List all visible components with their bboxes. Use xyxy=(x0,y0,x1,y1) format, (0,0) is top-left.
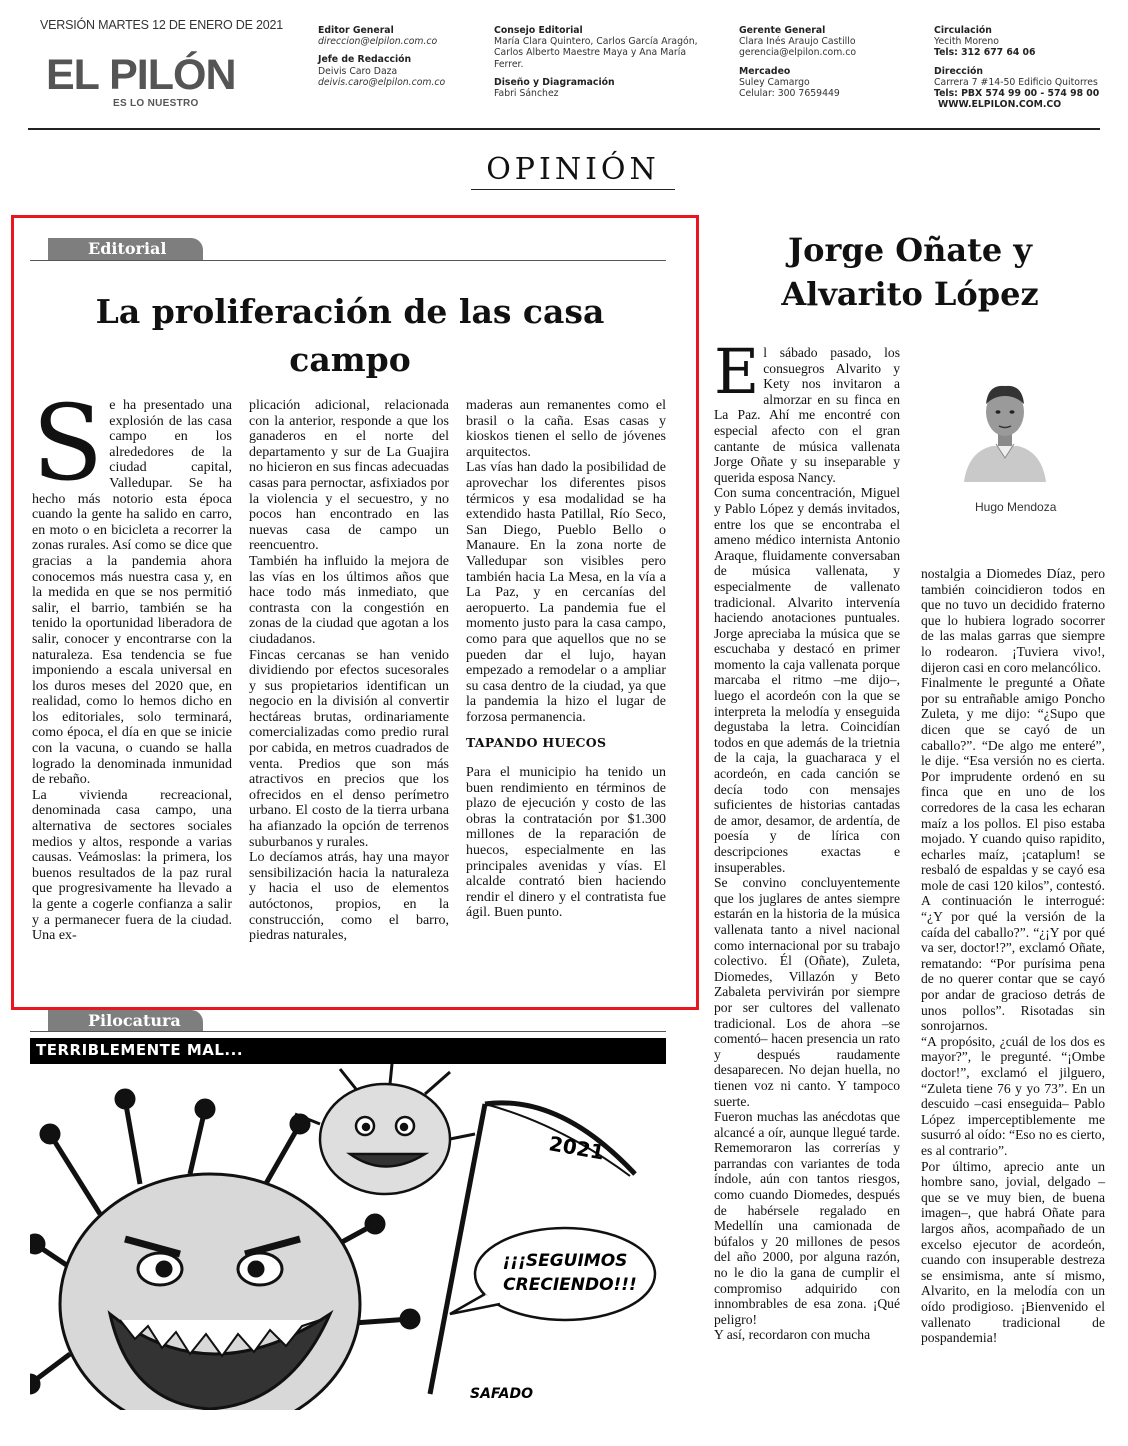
gerente-label: Gerente General xyxy=(739,25,826,36)
staff-circulacion xyxy=(934,25,1099,110)
consejo-line-3: Ferrer. xyxy=(494,58,524,70)
author-photo xyxy=(964,374,1046,482)
consejo-label: Consejo Editorial xyxy=(494,25,583,36)
cartoon-caption-bar xyxy=(30,1038,666,1064)
direccion-tels: Tels: PBX 574 99 00 - 574 98 00 xyxy=(934,88,1100,100)
jefe-label: Jefe de Redacción xyxy=(318,54,412,66)
direccion-label: Dirección xyxy=(934,65,984,77)
editorial-paragraph: La vivienda recreacional, denominada casa campo, una alternativa de sectores sociales medios y altos, responde a varias causas. Veámoslas: la primera, los buenos resultados de la paz rural que progresivamente ha llevado a la gente a cogerle confianza a salir y a permanecer fuera de la ciudad. Una ex- xyxy=(32,787,232,944)
direccion-address: Carrera 7 #14-50 Edificio Quitorres xyxy=(934,76,1098,88)
author-name: Hugo Mendoza xyxy=(975,500,1057,514)
consejo-line-1: María Clara Quintero, Carlos García Aragón, xyxy=(494,36,698,48)
logo-tagline: ES LO NUESTRO xyxy=(113,98,199,109)
editorial-paragraph: Lo decíamos atrás, hay una mayor sensibilización hacia la naturaleza y hacia el uso de elementos autóctonos, propios, en la construcción, como el barro, piedras naturales, xyxy=(249,850,449,944)
editorial-subhead: TAPANDO HUECOS xyxy=(466,735,607,751)
masthead-rule xyxy=(28,128,1100,130)
circulacion-label: Circulación xyxy=(934,25,992,36)
column-paragraph: Por último, aprecio ante un hombre sano, jovial, delgado –que se ve muy bien, de buena imagen–, que habrá Oñate para largos años, acompañado de un excelso ejecutor de acordeón, cuando con insuperable destreza se ensimisma, ante sí mismo, Alvarito, en la melodía con un oído prodigioso. ¡Bienvenido el vallenato tradicional de pospandemia! xyxy=(921,1158,1105,1346)
editorial-paragraph: maderas aun remanentes como el brasil o la caña. Esas casas y kioskos tienen el sello de jóvenes arquitectos. xyxy=(466,398,666,460)
editorial-column-3 xyxy=(466,398,666,921)
speech-bubble xyxy=(450,1228,655,1320)
editor-email[interactable]: direccion@elpilon.com.co xyxy=(318,36,438,48)
column-paragraph: Finalmente le pregunté a Oñate por su entrañable amigo Poncho Zuleta, y me dijo: “¿Supo que dicen que se cayó de un caballo?”. “De algo me enteré”, le dije. “Esa versión no es cierta. Por imprudente ordenó en su finca que en uno de los corredores de la casa les echaran maíz a los pollos. El piso estaba mojado. Y cuando quiso rapidito, echarles maíz, ¡cataplum! se resbaló de espaldas y se cayó esa mole de casi 120 kilos”, contestó. A continuación le interrogué: “¿Y por qué la versión de la caída del caballo?”. “¿¡Y por qué va ser, doctor!?”, exclamó Oñate, rematando: “Por purísima pena de no querer contar que se cayó por andar de gracioso detrás de unos pollos”. Risotadas sin sonrojarnos. xyxy=(921,675,1105,1034)
edition-date: VERSIÓN MARTES 12 DE ENERO DE 2021 xyxy=(40,18,284,32)
speech-line-1: ¡¡¡SEGUIMOS xyxy=(502,1251,628,1271)
editorial-column-2 xyxy=(249,398,449,944)
circulacion-tels: Tels: 312 677 64 06 xyxy=(934,47,1036,59)
column-paragraph: Con suma concentración, Miguel y Pablo López y demás invitados, entre los que se encontraba el ameno médico internista Antonio Araque, fluidamente conversaban de música vallenata, y especialmente de vallenato tradicional. Alvarito intervenía haciendo anotaciones puntuales. Jorge apreciaba la música que se escuchaba y destacó en primer momento la caja vallenata porque marcaba el ritmo –me dijo–, luego el acordeón con la que se interpreta la melodía y enseguida degustaba la letra. Coincidían todos en que además de la trietnia de la caja, la guacharaca y el acordeón, en cada canción se decía todo con mensajes suficientes de historias cantadas de amor, desamor, de ardentía, de poesía y de lírica con descripciones exactas e insuperables. xyxy=(714,485,900,875)
cartoon-caption: TERRIBLEMENTE MAL... xyxy=(36,1041,244,1059)
column-paragraph: Fueron muchas las anécdotas que alcancé a oír, aunque llegué tarde. Rememoraron las correrías y parrandas con variantes de toda índole, aún con tantos riesgos, como cuando Diomedes, después de habérsele regalado en Medellín una camionada de búfalos y 20 millones de pesos del año 2000, por alguna razón, no le dio la gana de cumplir el compromiso adquirido con innombrables de esa zona. ¡Qué peligro! xyxy=(714,1109,900,1327)
newspaper-logo[interactable]: EL PILÓN xyxy=(46,51,236,99)
column-paragraph: “A propósito, ¿cuál de los dos es mayor?”, le pregunté. “¡Ombe doctor!”, exclamó el jilguero, “Zuleta tiene 76 y yo 73”. En un descuido –casi enseguida– Pablo López imperceptiblemente me susurró al oído: “Eso no es cierto, es al contrario”. xyxy=(921,1033,1105,1158)
cartoon-tab-rule xyxy=(30,1031,666,1032)
consejo-line-2: Carlos Alberto Maestre Maya y Ana María xyxy=(494,47,687,59)
editorial-paragraph: Las vías han dado la posibilidad de aprovechar los diferentes pisos térmicos y esa modalidad se ha extendido hasta Patillal, Río Seco, San Diego, Pueblo Bello o Manaure. En la zona norte de Valledupar son visibles pero también hacia La Mesa, en la vía a La Paz, y en cercanías del aeropuerto. La pandemia fue el momento justo para la casa campo, como para que aquellos que no se pueden dar el lujo, hayan empezado a remodelar o a ampliar su casa dentro de la ciudad, ya que la pandemia la hizo el lugar de forzosa permanencia. xyxy=(466,460,666,725)
editorial-dropcap: S xyxy=(32,382,104,504)
section-title: OPINIÓN xyxy=(471,150,675,190)
column-paragraph: nostalgia a Diomedes Díaz, pero también coincidieron todos en que no tuvo un decidido fraterno que lo hubiera logrado socorrer de las malas garras que siempre lo rodearon. ¡Tuviera vivo!, dijeron casi en coro melancólico. xyxy=(921,566,1105,675)
editor-label: Editor General xyxy=(318,25,394,36)
editorial-paragraph: plicación adicional, relacionada con la anterior, responde a que los ganaderos en el norte del departamento y sur de La Guajira no hicieron en sus fincas adecuadas casas para pernoctar, asfixiados por la violencia y el secuestro, y no pocos han encontrado en las nuevas casa de campo un reencuentro. xyxy=(249,398,449,554)
diseno-label: Diseño y Diagramación xyxy=(494,76,615,88)
column-body-right xyxy=(921,566,1105,1346)
editorial-paragraph: También ha influido la mejora de las vías en los últimos años que hace todo más inmediato, que contrasta con la congestión en zonas de la ciudad que agotan a los ciudadanos. xyxy=(249,553,449,647)
diseno-name: Fabri Sánchez xyxy=(494,88,559,100)
staff-editor xyxy=(318,25,445,88)
gerente-email[interactable]: gerencia@elpilon.com.co xyxy=(739,47,857,59)
column-title: Jorge Oñate y Alvarito López xyxy=(781,231,1039,313)
editorial-paragraph: Para el municipio ha tenido un buen rendimiento en términos de plazo de ejecución y costo de las obras la contratación por $1.300 millones de la reparación de huecos, especialmente en las principales avenidas y vías. El alcalde contrató bien haciendo rendir el dinero y el contratista fue ágil. Buen punto. xyxy=(466,765,666,921)
editorial-title: La proliferación de las casa campo xyxy=(95,292,605,379)
cartoon-tab: Pilocatura xyxy=(48,1010,203,1032)
column-paragraph: Se convino concluyentemente que los juglares de antes siempre estarán en la historia de la música vallenata tanto a nivel nacional como internacional por su trabajo colectivo. Él (Oñate), Zuleta, Diomedes, Villazón y Beto Zabaleta pervivirán por siempre por ser cultores del vallenato tradicional. Los de ahora –se comentó– hacen presencia un rato y después raudamente desaparecen. No dejan huella, no tienen voz ni canto. Y tampoco suerte. xyxy=(714,875,900,1109)
mercadeo-label: Mercadeo xyxy=(739,65,791,77)
column-body-left xyxy=(714,335,900,1343)
column-paragraph: l sábado pasado, los consuegros Alvarito y Kety nos invitaron a almorzar en su finca en La Paz. Ahí me encontré con especial afecto con el gran cantante de música vallenata Jorge Oñate y su inseparable y querida esposa Nancy. xyxy=(714,345,900,485)
column-paragraph: Y así, recordaron con mucha xyxy=(714,1327,871,1343)
mercadeo-name: Suley Camargo xyxy=(739,76,810,88)
gerente-name: Clara Inés Araujo Castillo xyxy=(739,36,856,48)
editorial-column-1 xyxy=(32,382,232,944)
jefe-email[interactable]: deivis.caro@elpilon.com.co xyxy=(318,76,446,88)
editorial-tab-rule xyxy=(30,260,666,261)
staff-gerencia xyxy=(739,25,856,99)
editorial-paragraph: Fincas cercanas se han venido dividiendo por efectos sucesorales y sus propietarios identifican un negocio en la división al convertir hectáreas brutas, ordinariamente comercializadas como predio rural por cabida, en metros cuadrados de venta. Predios que son más atractivos en precios que los ofrecidos en el denso perímetro urbano. El costo de la tierra urbana ha afianzado la opción de terrenos suburbanos y rurales. xyxy=(249,647,449,850)
speech-line-2: CRECIENDO!!! xyxy=(503,1275,637,1295)
column-dropcap: E xyxy=(714,335,760,408)
cartoon-illustration xyxy=(30,1064,666,1410)
editorial-tab: Editorial xyxy=(48,238,203,260)
mercadeo-phone: Celular: 300 7659449 xyxy=(739,88,840,100)
cartoonist-signature: SAFADO xyxy=(470,1386,534,1402)
editorial-paragraph: e ha presentado una explosión de las casa campo en los alrededores de la ciudad capital, Valledupar. Se ha hecho más notorio esta época cuando la gente ha salido en carro, en moto o en bicicleta a recorrer la zonas rurales. Así como se dice que gracias a la pandemia ahora conocemos más nuestra casa y, en la medida en que se nos permitió salir, el barrio, también se ha tenido la oportunidad liberadora de salir, conocer y encontrarse con la naturaleza. Esa tendencia se fue imponiendo a escala universal en los duros meses del 2020 que, en realidad, como lo hemos dicho en los editoriales, solo terminará, como época, el día en que se inicie con la vacuna, o cuando se halla logrado la denominada inmunidad de rebaño. xyxy=(32,398,232,788)
jefe-name: Deivis Caro Daza xyxy=(318,65,398,77)
cartoon-year: 2021 xyxy=(547,1131,607,1165)
circulacion-name: Yecith Moreno xyxy=(934,36,999,48)
staff-consejo xyxy=(494,25,698,99)
website-link[interactable]: WWW.ELPILON.COM.CO xyxy=(938,99,1062,111)
